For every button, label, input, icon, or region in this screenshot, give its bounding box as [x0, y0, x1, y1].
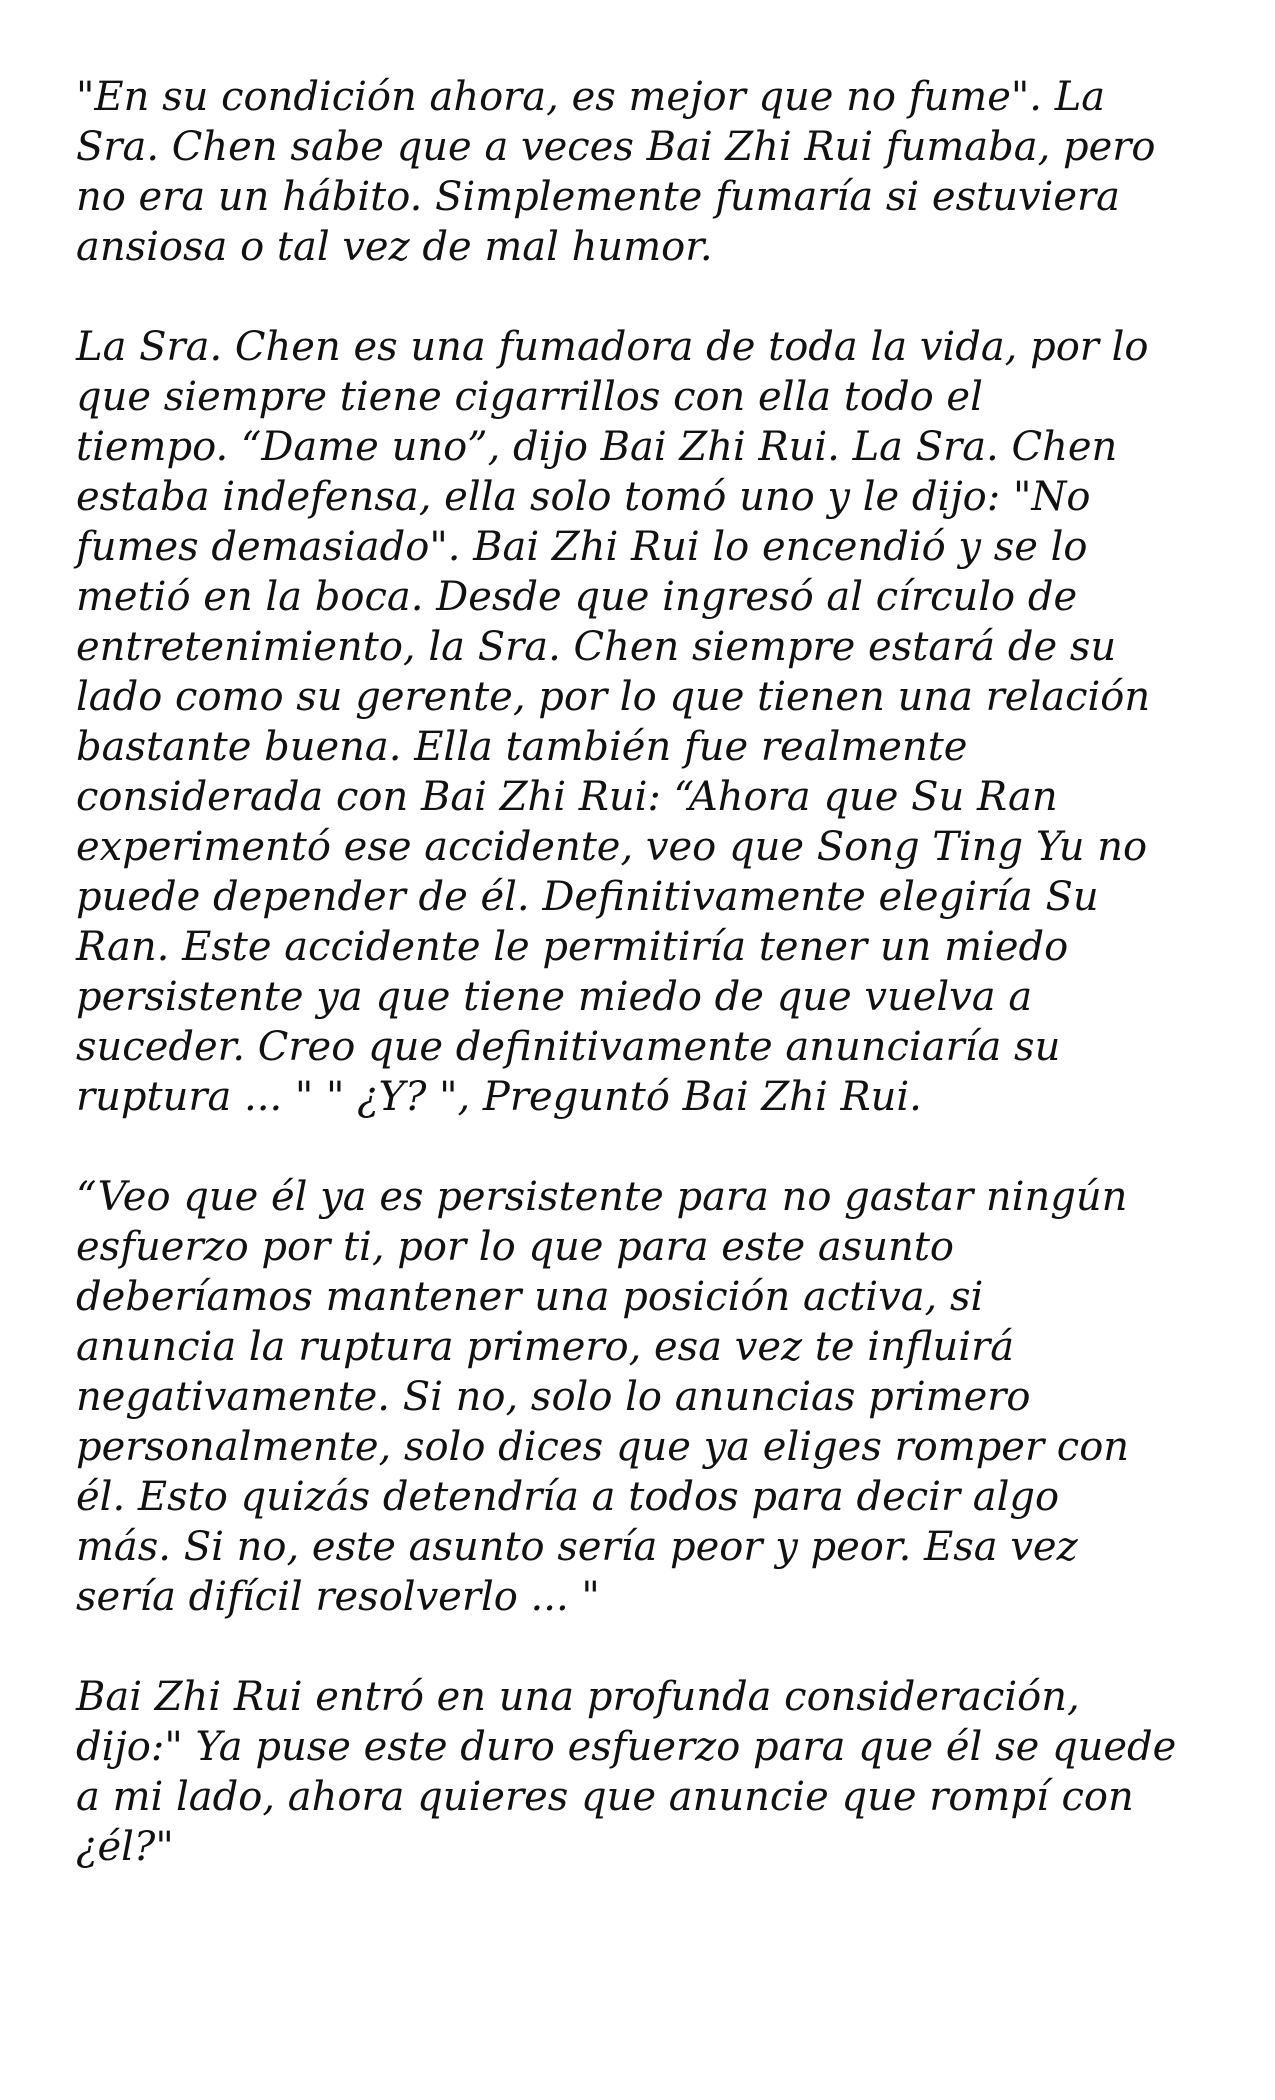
paragraph-1: "En su condición ahora, es mejor que no fume". La Sra. Chen sabe que a veces Bai Zhi Rui fumaba, pero no era un hábito. Simplemente fumaría si estuviera ansiosa o tal vez de mal humor. — [76, 74, 1156, 270]
paragraph-4: Bai Zhi Rui entró en una profunda consideración, dijo:" Ya puse este duro esfuerzo para que él se quede a mi lado, ahora quieres que anuncie que rompí con ¿él?" — [76, 1674, 1177, 1870]
paragraph-3: “Veo que él ya es persistente para no gastar ningún esfuerzo por ti, por lo que para este asunto deberíamos mantener una posición activa, si anuncia la ruptura primero, esa vez te influirá negativamente. Si no, solo lo anuncias primero personalmente, solo dices que ya eliges romper con él. Esto quizás detendría a todos para decir algo más. Si no, este asunto sería peor y peor. Esa vez sería difícil resolverlo ... " — [76, 1174, 1130, 1620]
document-page — [76, 72, 1216, 1922]
paragraph-2: La Sra. Chen es una fumadora de toda la vida, por lo que siempre tiene cigarrillos con ella todo el tiempo. “Dame uno”, dijo Bai Zhi Rui. La Sra. Chen estaba indefensa, ella solo tomó uno y le dijo: "No fumes demasiado". Bai Zhi Rui lo encendió y se lo metió en la boca. Desde que ingresó al círculo de entretenimiento, la Sra. Chen siempre estará de su lado como su gerente, por lo que tienen una relación bastante buena. Ella también fue realmente considerada con Bai Zhi Rui: “Ahora que Su Ran experimentó ese accidente, veo que Song Ting Yu no puede depender de él. Definitivamente elegiría Su Ran. Este accidente le permitiría tener un miedo persistente ya que tiene miedo de que vuelva a suceder. Creo que definitivamente anunciaría su ruptura ... " " ¿Y? ", Preguntó Bai Zhi Rui. — [76, 324, 1151, 1120]
